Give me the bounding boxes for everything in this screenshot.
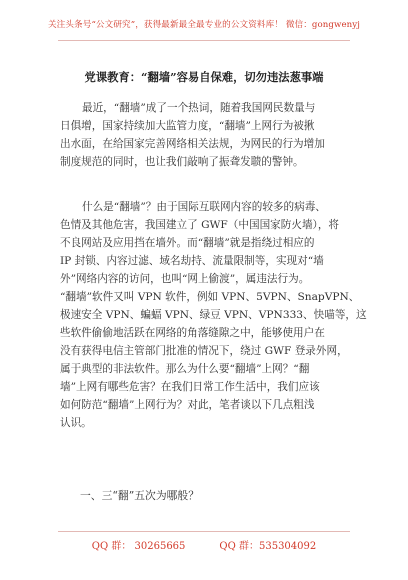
paragraph-1-line-3: 出水面，在给国家完善网络相关法规，为网民的行为增加 <box>60 138 325 150</box>
paragraph-2-line-11: 墙”上网有哪些危害？在我们日常工作生活中，我们应该 <box>60 381 320 393</box>
paragraph-2-line-6: “翻墙”软件又叫 VPN 软件，例如 VPN、5VPN、SnapVPN、 <box>60 291 360 303</box>
footer-qq-group-2: QQ 群：535304092 <box>219 541 317 552</box>
paragraph-2-line-4: IP 封锁、内容过滤、域名劫持、流量限制等，实现对“墙 <box>60 255 324 267</box>
paragraph-1-line-2: 日俱增，国家持续加大监管力度，“翻墙”上网行为被揪 <box>60 120 315 132</box>
paragraph-2-line-7: 极速安全 VPN、蝙蝠 VPN、绿豆 VPN、VPN333、快喵等，这 <box>60 309 367 321</box>
paragraph-2-line-13: 认识。 <box>60 417 92 429</box>
paragraph-2-line-2: 色情及其他危害，我国建立了 GWF（中国国家防火墙），将 <box>60 219 340 231</box>
footer-divider <box>58 531 350 532</box>
footer-contacts <box>0 537 408 552</box>
paragraph-2-line-9: 没有获得电信主管部门批准的情况下，绕过 GWF 登录外网， <box>60 345 348 357</box>
header-notice: 关注头条号“公文研究”，获得最新最全最专业的公文资料库！ 微信：gongwenyj <box>47 20 361 30</box>
paragraph-2-line-12: 如何防范“翻墙”上网行为？对此，笔者谈以下几点粗浅 <box>60 399 315 411</box>
paragraph-1-line-4: 制度规范的同时，也让我们敲响了振聋发聩的警钟。 <box>60 156 304 168</box>
paragraph-2-line-10: 属于典型的非法软件。那么为什么要“翻墙”上网？“翻 <box>60 363 310 375</box>
paragraph-2-line-1: 什么是“翻墙”？由于国际互联网内容的较多的病毒、 <box>82 201 326 213</box>
paragraph-2-line-8: 些软件偷偷地活跃在网络的角落缝隙之中，能够使用户在 <box>60 327 325 339</box>
paragraph-2-line-3: 不良网站及应用挡在墙外。而“翻墙”就是指绕过相应的 <box>60 237 315 249</box>
header-divider <box>58 40 350 41</box>
paragraph-2-line-5: 外”网络内容的访问，也叫“网上偷渡”，属违法行为。 <box>60 273 310 285</box>
document-title: 党课教育：“翻墙”容易自保难，切勿违法葱事端 <box>84 70 324 84</box>
paragraph-1-line-1: 最近，“翻墙”成了一个热词，随着我国网民数量与 <box>82 102 316 114</box>
footer-qq-group-1: QQ 群： 30265665 <box>91 541 186 552</box>
section-heading: 一、三“翻”五次为哪般？ <box>80 489 200 502</box>
